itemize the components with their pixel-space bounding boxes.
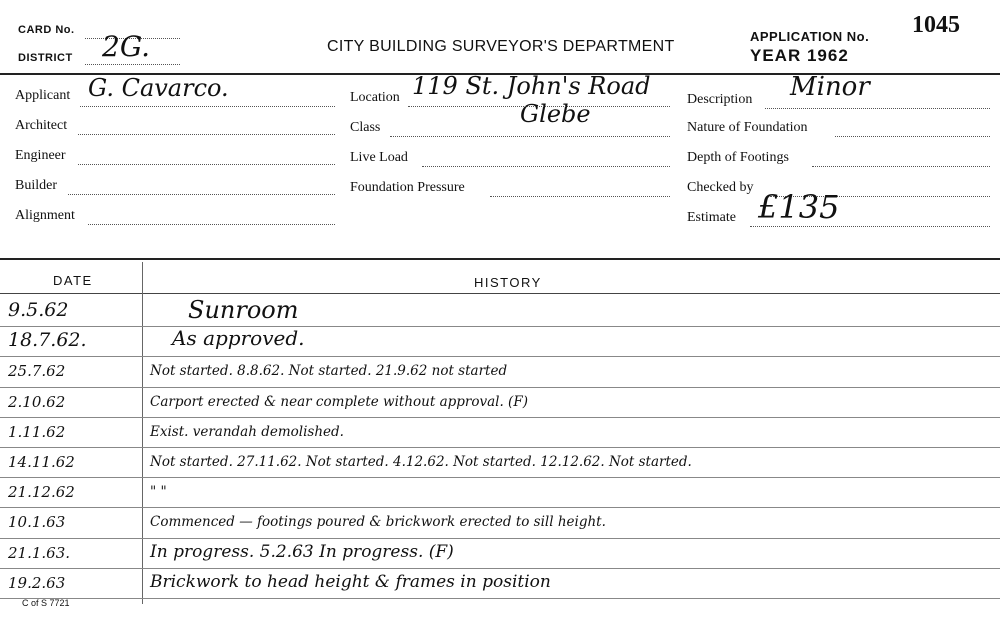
district-value: 2G. <box>102 30 151 63</box>
history-row-date: 18.7.62. <box>8 329 87 352</box>
engineer-label: Engineer <box>15 148 66 163</box>
history-row-date: 14.11.62 <box>8 453 75 471</box>
alignment-line <box>88 224 335 225</box>
location-value-2: Glebe <box>520 100 591 128</box>
history-row-rule <box>0 417 1000 418</box>
description-label: Description <box>687 92 753 107</box>
live-load-label: Live Load <box>350 150 408 165</box>
history-row-date: 21.1.63. <box>8 543 71 562</box>
builder-line <box>68 194 335 195</box>
history-row-date: 2.10.62 <box>8 392 66 411</box>
class-label: Class <box>350 120 381 135</box>
history-row-date: 10.1.63 <box>8 513 66 532</box>
history-row-rule <box>0 387 1000 388</box>
history-row-rule <box>0 326 1000 327</box>
history-row-rule <box>0 356 1000 357</box>
location-line <box>408 106 670 107</box>
class-line <box>390 136 670 137</box>
history-row-entry: As approved. <box>172 326 305 351</box>
district-label: DISTRICT <box>18 52 73 64</box>
table-header-rule <box>0 293 1000 294</box>
estimate-line <box>750 226 990 227</box>
nature-of-foundation-label: Nature of Foundation <box>687 120 808 135</box>
application-no-label: APPLICATION No. <box>750 29 870 44</box>
application-number: 1045 <box>912 12 960 38</box>
history-row-date: 25.7.62 <box>8 362 66 381</box>
depth-of-footings-line <box>812 166 990 167</box>
live-load-line <box>422 166 670 167</box>
history-column-header: HISTORY <box>474 275 542 290</box>
history-row-entry: In progress. 5.2.63 In progress. (F) <box>150 541 454 562</box>
history-row-entry: " " <box>150 484 167 501</box>
district-line <box>85 64 180 65</box>
history-row-date: 21.12.62 <box>8 483 75 502</box>
form-code: C of S 7721 <box>22 598 70 608</box>
history-row-entry: Sunroom <box>188 296 299 324</box>
builder-label: Builder <box>15 178 57 193</box>
department-title: CITY BUILDING SURVEYOR'S DEPARTMENT <box>327 38 675 55</box>
date-column-header: DATE <box>53 273 93 288</box>
applicant-value: G. Cavarco. <box>88 74 229 102</box>
location-label: Location <box>350 90 400 105</box>
architect-label: Architect <box>15 118 68 133</box>
history-row-entry: Exist. verandah demolished. <box>150 423 344 440</box>
card-no-label: CARD No. <box>18 24 75 36</box>
applicant-line <box>80 106 335 107</box>
history-row-entry: Carport erected & near complete without approval. (F) <box>150 393 528 410</box>
estimate-label: Estimate <box>687 210 736 225</box>
foundation-pressure-label: Foundation Pressure <box>350 180 465 195</box>
history-row-date: 1.11.62 <box>8 422 66 441</box>
history-row-entry: Commenced — footings poured & brickwork erected to sill height. <box>150 514 606 531</box>
description-line <box>765 108 990 109</box>
history-row-rule <box>0 568 1000 569</box>
history-row-date: 9.5.62 <box>8 299 69 321</box>
description-value: Minor <box>790 72 870 102</box>
history-row-date: 19.2.63 <box>8 573 66 592</box>
architect-line <box>78 134 335 135</box>
foundation-pressure-line <box>490 196 670 197</box>
history-row-rule <box>0 598 1000 599</box>
history-row-entry: Not started. 27.11.62. Not started. 4.12.62. Not started. 12.12.62. Not started. <box>150 454 692 470</box>
history-row-rule <box>0 507 1000 508</box>
history-row-entry: Brickwork to head height & frames in position <box>150 571 551 592</box>
depth-of-footings-label: Depth of Footings <box>687 150 789 165</box>
nature-of-foundation-line <box>835 136 990 137</box>
history-row-entry: Not started. 8.8.62. Not started. 21.9.62 not started <box>150 363 508 380</box>
estimate-value: £135 <box>758 188 840 226</box>
location-value: 119 St. John's Road <box>412 72 651 100</box>
date-column-divider <box>142 262 143 604</box>
applicant-label: Applicant <box>15 88 71 103</box>
history-row-rule <box>0 538 1000 539</box>
year-label: YEAR 1962 <box>750 46 849 65</box>
history-row-rule <box>0 477 1000 478</box>
engineer-line <box>78 164 335 165</box>
fields-divider <box>0 258 1000 260</box>
alignment-label: Alignment <box>15 208 75 223</box>
history-row-rule <box>0 447 1000 448</box>
checked-by-label: Checked by <box>687 180 754 195</box>
